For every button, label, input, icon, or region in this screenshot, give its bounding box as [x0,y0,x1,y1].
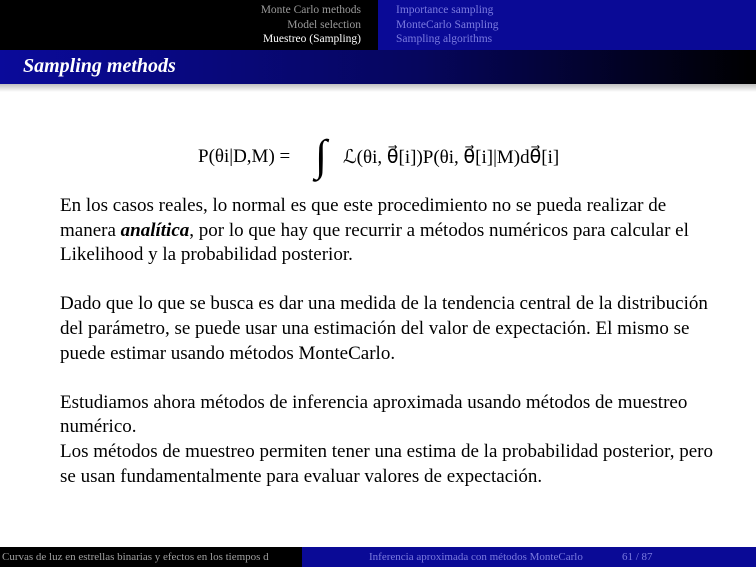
paragraph-sampling: Los métodos de muestreo permiten tener una estima de la probabilidad posterior, pero se usan fundamentalmente para evaluar valores de expectación. [60,440,713,487]
paragraph-analytic [60,194,720,268]
integral-sign: ∫ [315,131,328,180]
nav-section-model-selection[interactable]: Model selection [287,18,361,31]
paragraph-analytic-start: En los casos reales, lo normal es que este procedimiento no se pueda realizar de manera [60,195,667,241]
equation-rhs: ℒ(θi, θ⃗[i])P(θi, θ⃗[i]|M)dθ⃗[i] [343,147,560,168]
nav-subsection-montecarlo-sampling[interactable]: MonteCarlo Sampling [396,18,499,31]
nav-section-monte-carlo[interactable]: Monte Carlo methods [260,4,361,16]
frame-title: Sampling methods [23,55,176,77]
footer-bar [0,547,756,567]
paragraph-expectation: Dado que lo que se busca es dar una medida de la tendencia central de la distribución del parámetro, se puede usar una estimación del valor de expectación. El mismo se puede estimar usando métodos MonteCarlo. [60,293,708,364]
nav-section-muestreo[interactable]: Muestreo (Sampling) [262,33,361,45]
paragraph-inference: Estudiamos ahora métodos de inferencia aproximada usando métodos de muestreo numérico. [60,391,688,438]
section-nav [0,0,378,50]
page-number: 61 / 87 [622,551,653,563]
footer-right [302,547,756,567]
equation-lhs: P(θi|D,M) = [198,146,291,167]
frame-title-bar [0,50,756,84]
slide-body [60,194,720,489]
subsection-nav [378,0,756,50]
nav-subsection-importance-sampling[interactable]: Importance sampling [396,4,494,16]
alert-word-analitica: analítica [120,219,190,241]
navigation-bar [0,0,756,50]
footer-short-title: Inferencia aproximada con métodos MonteCarlo [369,551,583,563]
title-shadow [0,84,756,92]
paragraph-analytic-end: , por lo que hay que recurrir a métodos numéricos para calcular el Likelihood y la probabilidad posterior. [60,219,689,266]
footer-title-text: Curvas de luz en estrellas binarias y efectos en los tiempos d [2,551,269,563]
nav-subsection-sampling-algorithms[interactable]: Sampling algorithms [396,33,493,45]
footer-title [0,547,302,567]
